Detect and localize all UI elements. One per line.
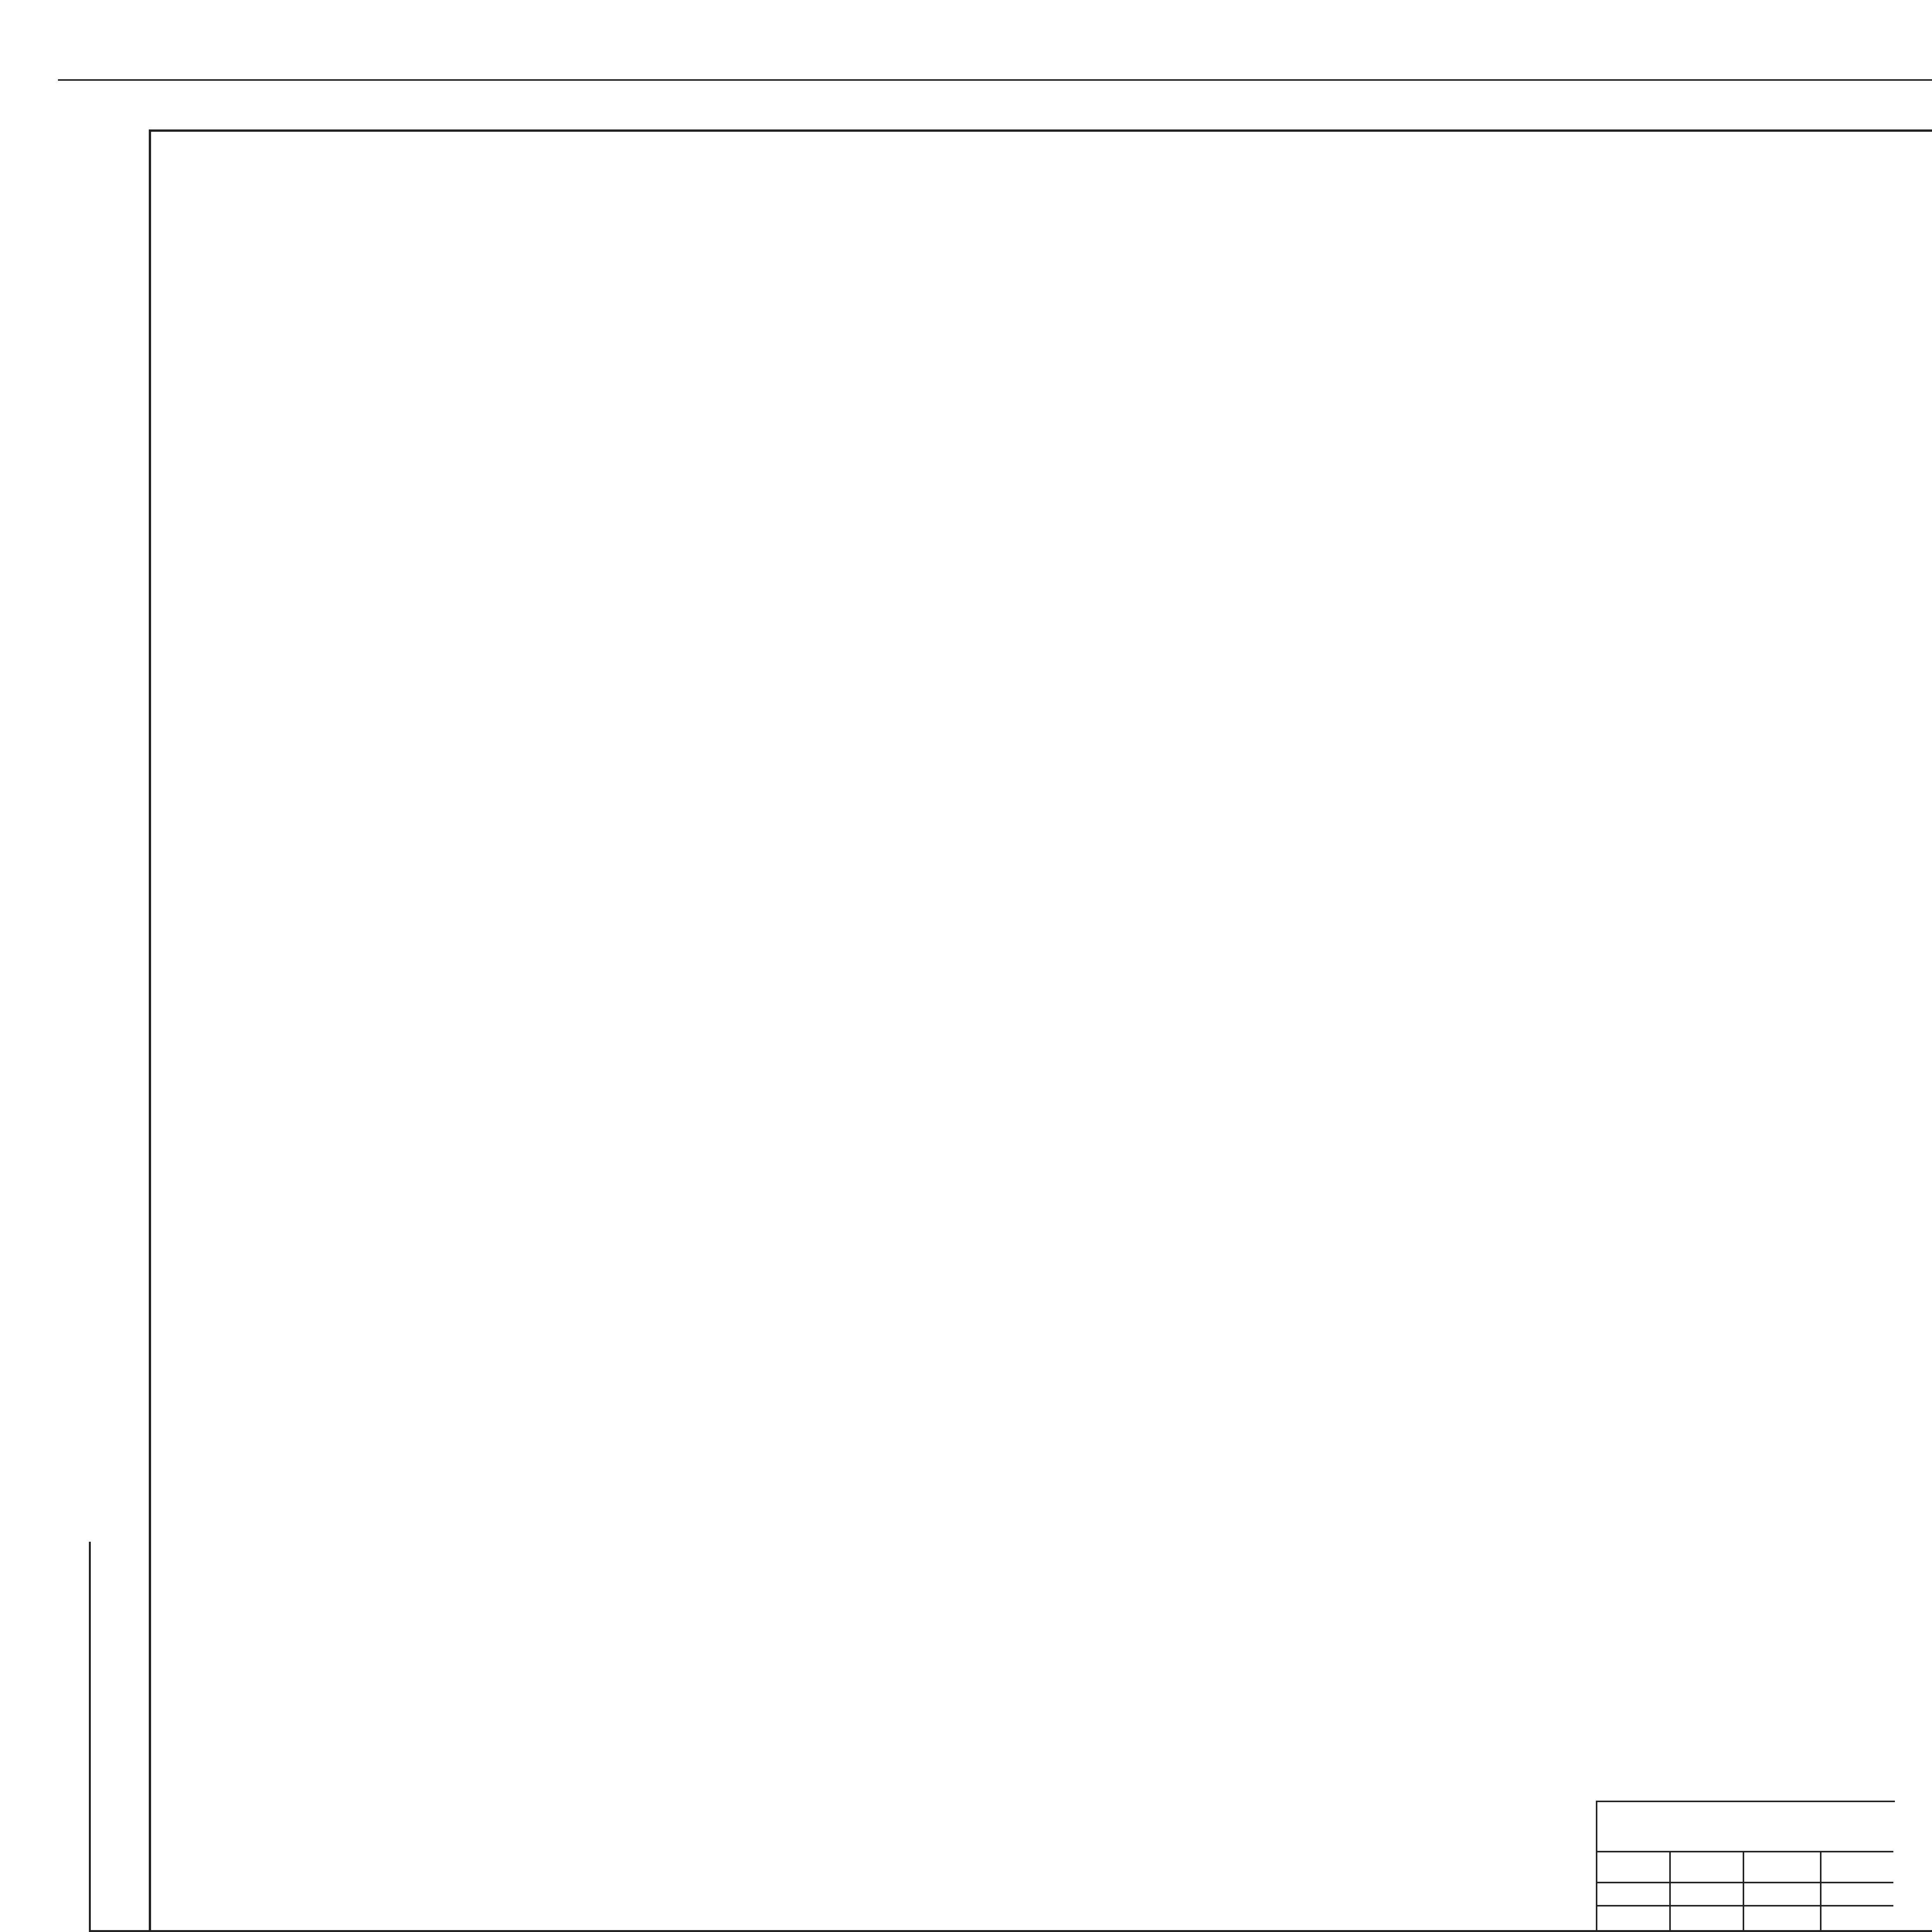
frame-left [149,129,151,1932]
title-block [1596,1681,1932,1932]
side-stamp-line [89,1542,91,1932]
frame-top [149,129,1932,132]
top-rule [58,79,1932,81]
bound-area [1596,1801,1895,1932]
